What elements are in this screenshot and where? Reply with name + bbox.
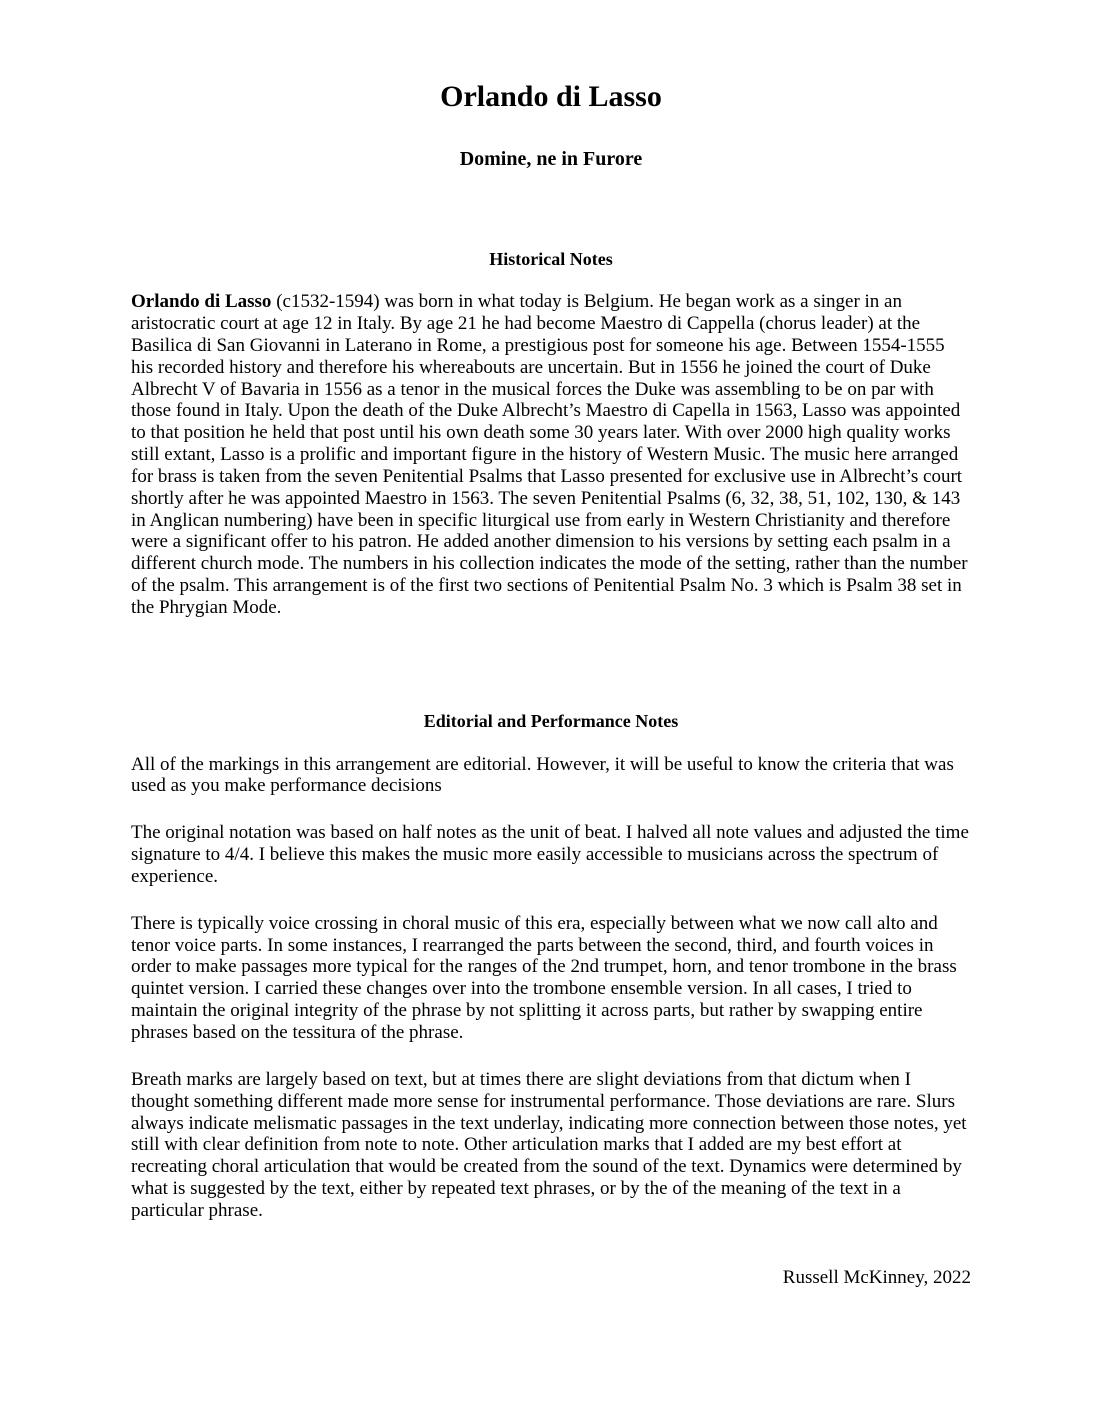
document-content — [0, 80, 1101, 1289]
paragraph-text: (c1532-1594) was born in what today is Belgium. He began work as a singer in an aristocratic court at age 12 in Italy. By age 21 he had become Maestro di Cappella (chorus leader) at the Basilica di San Giovanni in Laterano in Rome, a prestigious post for someone his age. Between 1554-1555 his recorded history and therefore his whereabouts are uncertain. But in 1556 he joined the court of Duke Albrecht V of Bavaria in 1556 as a tenor in the musical forces the Duke was assembling to be on par with those found in Italy. Upon the death of the Duke Albrecht’s Maestro di Capella in 1563, Lasso was appointed to that position he held that post until his own death some 30 years later. With over 2000 high quality works still extant, Lasso is a prolific and important figure in the history of Western Music. The music here arranged for brass is taken from the seven Penitential Psalms that Lasso presented for exclusive use in Albrecht’s court shortly after he was appointed Maestro in 1563. The seven Penitential Psalms (6, 32, 38, 51, 102, 130, & 143 in Anglican numbering) have been in specific liturgical use from early in Western Christianity and therefore were a significant offer to his patron. He added another dimension to his versions by setting each psalm in a different church mode. The numbers in his collection indicates the mode of the setting, rather than the number of the psalm. This arrangement is of the first two sections of Penitential Psalm No. 3 which is Psalm 38 set in the Phrygian Mode. — [131, 291, 968, 618]
editorial-paragraph-notation: The original notation was based on half notes as the unit of beat. I halved all note values and adjusted the time signature to 4/4. I believe this makes the music more easily accessible to musicians across the spectrum of experience. — [131, 822, 969, 887]
section-heading-editorial-performance-notes: Editorial and Performance Notes — [423, 710, 679, 731]
editorial-paragraph-breath-marks: Breath marks are largely based on text, but at times there are slight deviations from that dictum when I thought something different made more sense for instrumental performance. Those deviations are rare. Slurs always indicate melismatic passages in the text underlay, indicating more connection between those notes, yet still with clear definition from note to note. Other articulation marks that I added are my best effort at recreating choral articulation that would be created from the sound of the text. Dynamics were determined by what is suggested by the text, either by repeated text phrases, or by the of the meaning of the text in a particular phrase. — [131, 1068, 967, 1221]
editorial-paragraph-markings: All of the markings in this arrangement are editorial. However, it will be useful to know the criteria that was used as you make performance decisions — [131, 753, 954, 797]
editorial-paragraph-voice-crossing: There is typically voice crossing in choral music of this era, especially between what we now call alto and tenor voice parts. In some instances, I rearranged the parts between the second, third, and fourth voices in order to make passages more typical for the ranges of the 2nd trumpet, horn, and tenor trombone in the brass quintet version. I carried these changes over into the trombone ensemble version. In all cases, I tried to maintain the original integrity of the phrase by not splitting it across parts, but rather by swapping entire phrases based on the tessitura of the phrase. — [131, 912, 957, 1043]
author-signature: Russell McKinney, 2022 — [782, 1266, 971, 1288]
section-heading-historical-notes: Historical Notes — [489, 248, 613, 269]
paragraph-bold-lead: Orlando di Lasso — [131, 291, 272, 313]
document-title: Orlando di Lasso — [440, 80, 662, 113]
document-subtitle: Domine, ne in Furore — [459, 147, 643, 170]
historical-notes-paragraph — [131, 291, 971, 619]
